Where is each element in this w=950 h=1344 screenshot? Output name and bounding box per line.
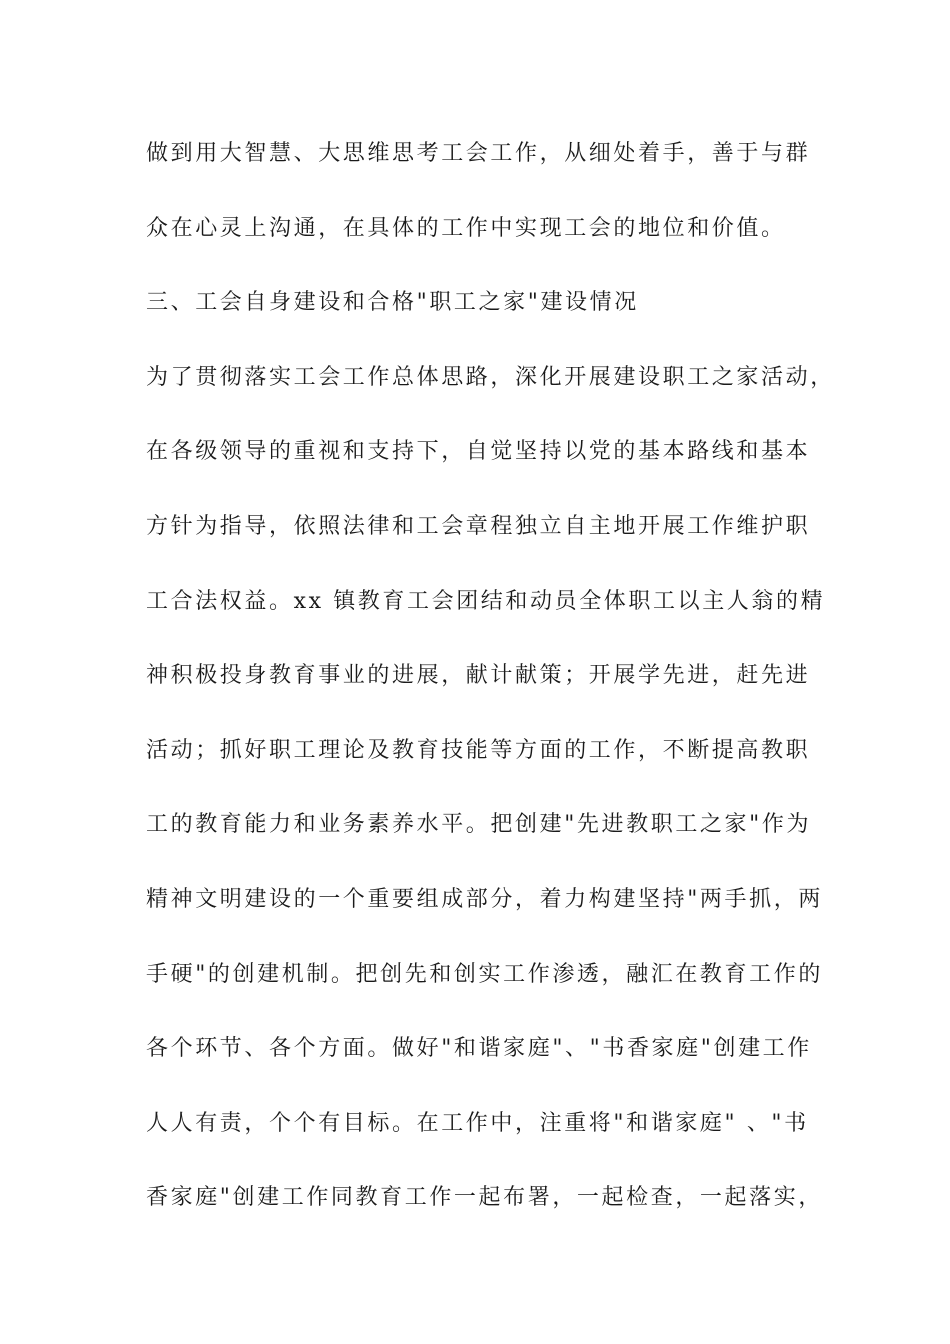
paragraph-line: 神积极投身教育事业的进展，献计献策；开展学先进，赶先进	[146, 663, 811, 689]
section-heading: 三、工会自身建设和合格"职工之家"建设情况	[146, 290, 639, 316]
paragraph-line: 人人有责，个个有目标。在工作中，注重将"和谐家庭" 、"书	[146, 1110, 809, 1136]
paragraph-line: 精神文明建设的一个重要组成部分，着力构建坚持"两手抓，两	[146, 886, 823, 912]
paragraph-line: 活动；抓好职工理论及教育技能等方面的工作，不断提高教职	[146, 737, 811, 763]
paragraph-line: 工的教育能力和业务素养水平。把创建"先进教职工之家"作为	[146, 812, 812, 838]
body-text	[146, 130, 835, 1249]
paragraph-line: 在各级领导的重视和支持下，自觉坚持以党的基本路线和基本	[146, 439, 811, 465]
paragraph-line: 众在心灵上沟通，在具体的工作中实现工会的地位和价值。	[146, 215, 786, 241]
paragraph-line: 方针为指导，依照法律和工会章程独立自主地开展工作维护职	[146, 513, 811, 539]
paragraph-line: 各个环节、各个方面。做好"和谐家庭"、"书香家庭"创建工作	[146, 1036, 812, 1062]
paragraph-line: 做到用大智慧、大思维思考工会工作，从细处着手，善于与群	[146, 141, 811, 166]
paragraph-line: 工合法权益。xx 镇教育工会团结和动员全体职工以主人翁的精	[146, 588, 826, 614]
paragraph-line: 为了贯彻落实工会工作总体思路，深化开展建设职工之家活动，	[146, 364, 835, 390]
paragraph-line: 香家庭"创建工作同教育工作一起布署，一起检查，一起落实，	[146, 1185, 823, 1211]
paragraph-line: 手硬"的创建机制。把创先和创实工作渗透，融汇在教育工作的	[146, 961, 823, 987]
